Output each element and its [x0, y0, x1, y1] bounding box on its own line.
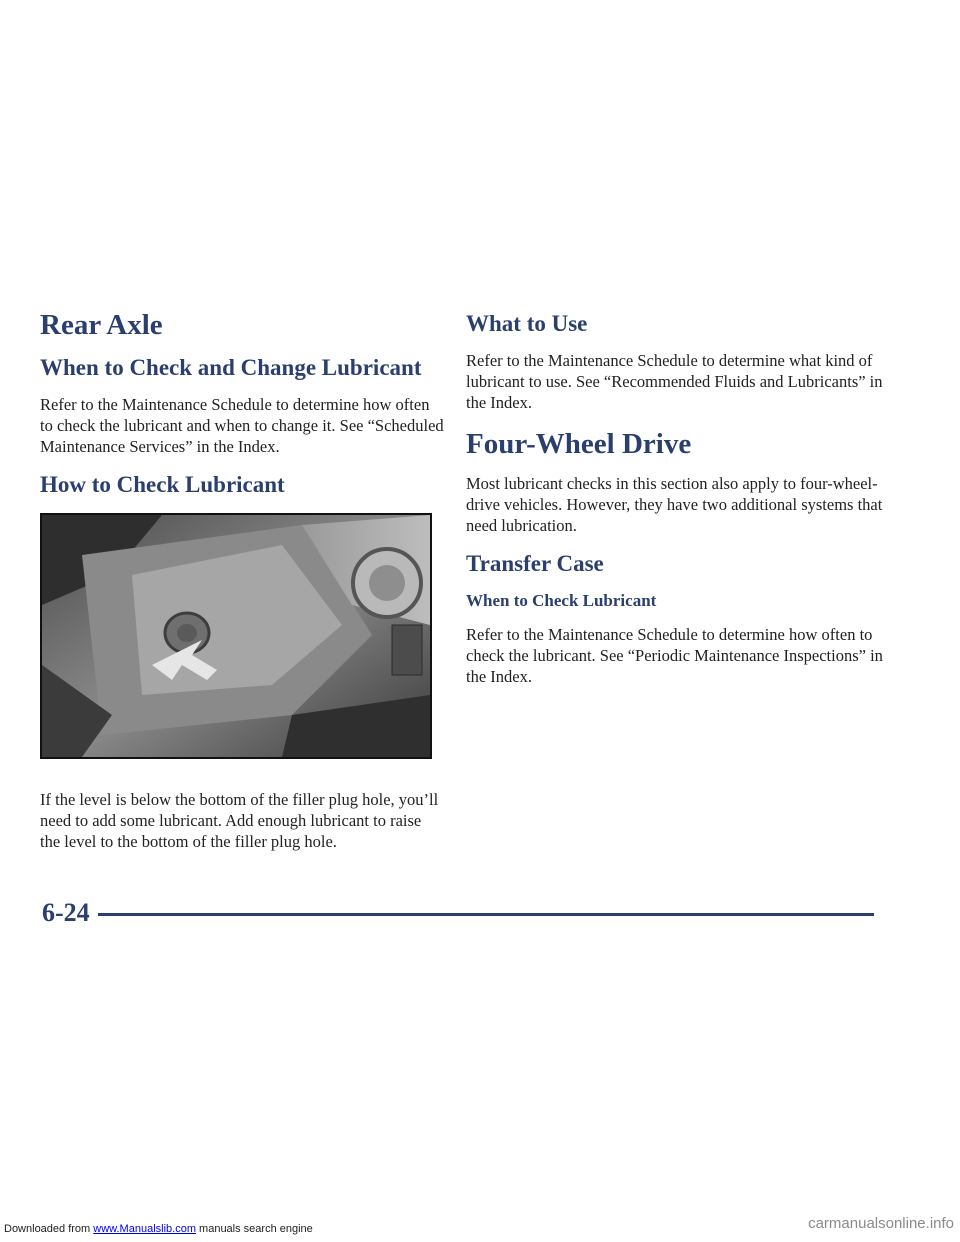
four-wheel-drive-title: Four-Wheel Drive [466, 428, 692, 460]
right-column [466, 310, 896, 701]
rear-axle-title: Rear Axle [40, 309, 163, 341]
left-column [40, 308, 445, 866]
watermark-text: carmanualsonline.info [808, 1215, 954, 1232]
footer-rule [98, 913, 874, 916]
what-to-use-text: Refer to the Maintenance Schedule to determine what kind of lubricant to use. See “Recommended Fluids and Lubricants” in the Index. [466, 351, 883, 412]
download-footer [4, 1222, 313, 1236]
transfer-when-text: Refer to the Maintenance Schedule to determine how often to check the lubricant. See “Periodic Maintenance Inspections” in the Index. [466, 625, 883, 686]
footer-prefix: Downloaded from [4, 1223, 94, 1235]
how-to-check-heading: How to Check Lubricant [40, 472, 285, 497]
rear-axle-filler-plug-photo [40, 513, 432, 759]
transfer-when-heading: When to Check Lubricant [466, 591, 657, 610]
footer-suffix: manuals search engine [195, 1223, 313, 1235]
transfer-case-heading: Transfer Case [466, 551, 604, 576]
axle-photo-illustration [42, 515, 430, 757]
when-to-check-heading: When to Check and Change Lubricant [40, 355, 422, 380]
four-wheel-drive-text: Most lubricant checks in this section also apply to four-wheel-drive vehicles. However, they have two additional systems that need lubrication. [466, 474, 883, 535]
level-instructions-text: If the level is below the bottom of the filler plug hole, you’ll need to add some lubricant. Add enough lubricant to raise the level to the bottom of the filler plug hole. [40, 790, 439, 851]
page-number: 6-24 [42, 898, 90, 927]
when-to-check-text: Refer to the Maintenance Schedule to determine how often to check the lubricant and when to change it. See “Scheduled Maintenance Services” in the Index. [40, 395, 444, 456]
manualslib-link[interactable]: www.Manualslib.com [93, 1223, 196, 1235]
what-to-use-heading: What to Use [466, 311, 588, 336]
